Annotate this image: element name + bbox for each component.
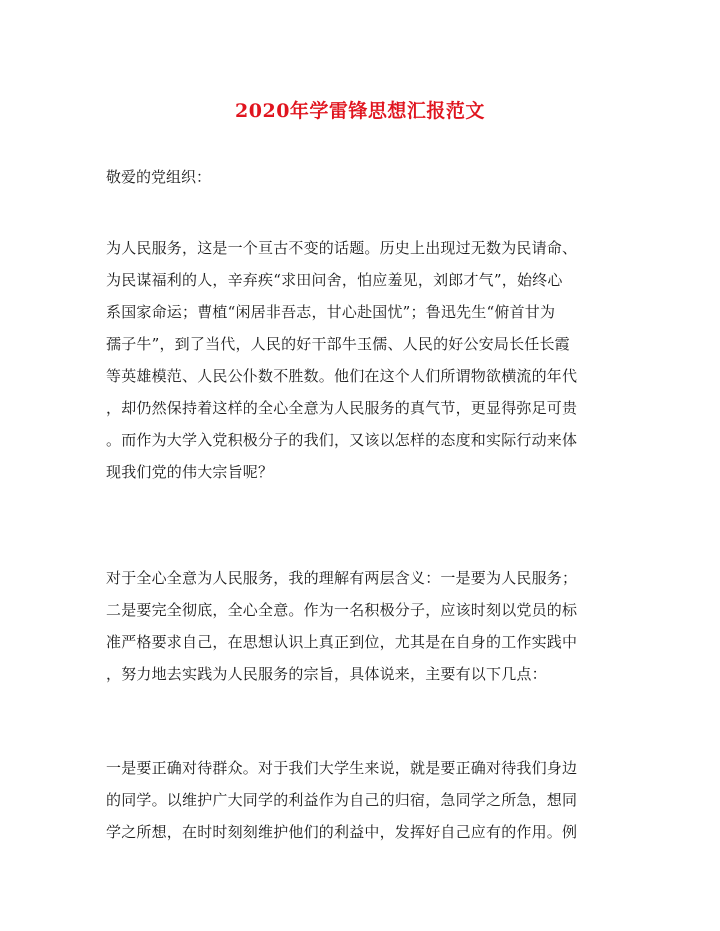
salutation: 敬爱的党组织： <box>106 168 212 186</box>
paragraph-line: 为民谋福利的人，辛弃疾“求田问舍，怕应羞见，刘郎才气”，始终心 <box>106 271 563 289</box>
paragraph-line: 现我们党的伟大宗旨呢？ <box>106 463 274 481</box>
paragraph-line: 对于全心全意为人民服务，我的理解有两层含义：一是要为人民服务； <box>106 569 578 587</box>
paragraph-line: 学之所想，在时时刻刻维护他们的利益中，发挥好自己应有的作用。例 <box>106 823 578 841</box>
paragraph-line: 为人民服务，这是一个亘古不变的话题。历史上出现过无数为民请命、 <box>106 239 578 257</box>
paragraph-line: 一是要正确对待群众。对于我们大学生来说，就是要正确对待我们身边 <box>106 759 578 777</box>
paragraph-line: 孺子牛”，到了当代，人民的好干部牛玉儒、人民的好公安局长任长霞 <box>106 335 570 353</box>
paragraph-line: ，却仍然保持着这样的全心全意为人民服务的真气节，更显得弥足可贵 <box>106 399 578 417</box>
paragraph-line: 系国家命运；曹植“闲居非吾志，甘心赴国忧”；鲁迅先生“俯首甘为 <box>106 303 556 321</box>
paragraph-line: 二是要完全彻底，全心全意。作为一名积极分子，应该时刻以党员的标 <box>106 601 578 619</box>
paragraph-3 <box>106 752 618 848</box>
paragraph-1 <box>106 232 618 488</box>
paragraph-line: 。而作为大学入党积极分子的我们，又该以怎样的态度和实际行动来体 <box>106 431 578 449</box>
paragraph-line: ，努力地去实践为人民服务的宗旨，具体说来，主要有以下几点： <box>106 665 547 683</box>
paragraph-2 <box>106 562 618 690</box>
paragraph-line: 的同学。以维护广大同学的利益作为自己的归宿，急同学之所急，想同 <box>106 791 578 809</box>
paragraph-line: 等英雄模范、人民公仆数不胜数。他们在这个人们所谓物欲横流的年代 <box>106 367 578 385</box>
document-title: 2020年学雷锋思想汇报范文 <box>235 100 485 122</box>
paragraph-line: 准严格要求自己，在思想认识上真正到位，尤其是在自身的工作实践中 <box>106 633 578 651</box>
